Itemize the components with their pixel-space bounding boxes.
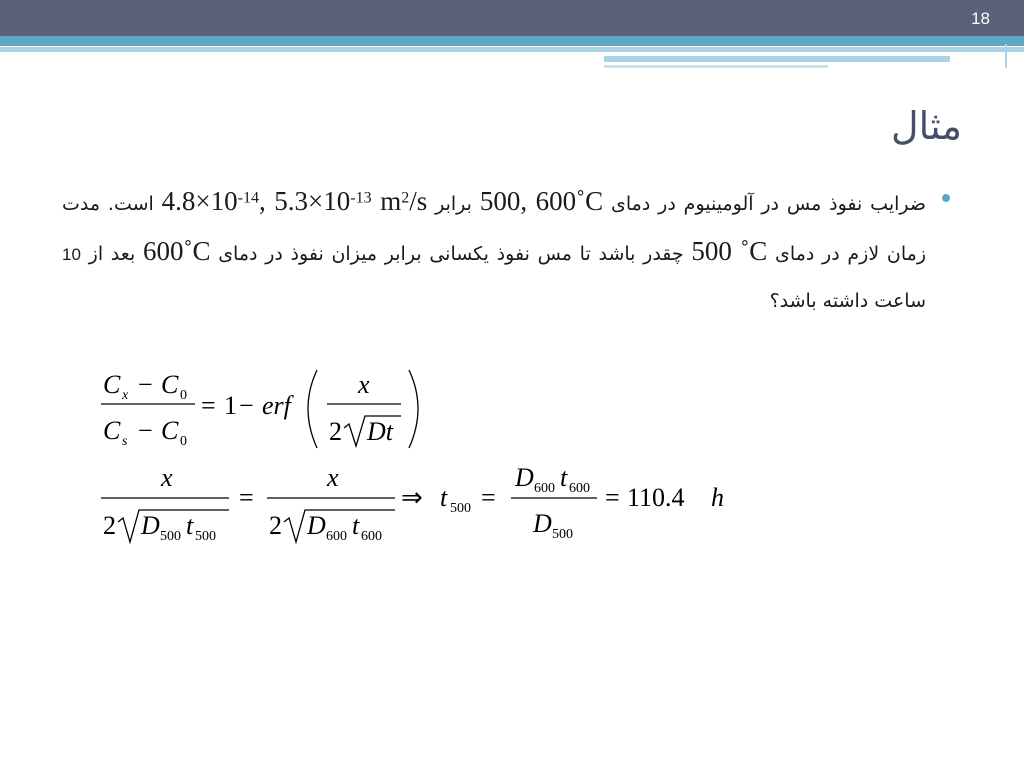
svg-text:t: t — [440, 483, 448, 512]
svg-text:s: s — [122, 434, 128, 449]
svg-text:1: 1 — [224, 391, 237, 420]
svg-text:600: 600 — [326, 529, 347, 544]
svg-text:Dt: Dt — [367, 417, 393, 446]
accent-line-shorter — [604, 65, 828, 68]
text-segment: چقدر باشد تا مس نفوذ یکسانی برابر میزان نفوذ در دمای — [218, 243, 684, 265]
svg-text:⇒: ⇒ — [401, 483, 423, 512]
accent-stripe-light — [0, 47, 1024, 52]
text-segment: ساعت داشته باشد؟ — [769, 290, 926, 312]
svg-text:t: t — [186, 511, 194, 540]
unit-tail: /s — [409, 186, 428, 216]
svg-text:=: = — [201, 391, 216, 420]
svg-text:C: C — [103, 416, 121, 445]
svg-text:110.4: 110.4 — [627, 483, 685, 512]
svg-text:D: D — [515, 463, 534, 492]
svg-text:=: = — [239, 483, 254, 512]
svg-text:C: C — [103, 370, 121, 399]
text-segment: ضرایب نفوذ مس در آلومینیوم در دمای — [611, 193, 927, 215]
svg-text:x: x — [358, 370, 370, 399]
text-segment: بعد از — [88, 243, 136, 265]
svg-text:−: − — [138, 370, 153, 399]
svg-text:600: 600 — [361, 529, 382, 544]
svg-text:2: 2 — [329, 417, 342, 446]
top-bar — [0, 0, 1024, 36]
svg-text:C: C — [161, 416, 179, 445]
svg-text:x: x — [327, 463, 339, 492]
svg-text:0: 0 — [180, 434, 187, 449]
svg-text:C: C — [161, 370, 179, 399]
bullet-icon — [942, 194, 950, 202]
svg-text:=: = — [481, 483, 496, 512]
svg-text:t: t — [352, 511, 360, 540]
svg-text:D: D — [141, 511, 160, 540]
equation-time-ratio — [95, 462, 745, 550]
accent-line-short — [604, 56, 950, 62]
svg-text:erf: erf — [262, 391, 291, 420]
temperature-value: 600˚C — [142, 236, 211, 266]
svg-text:D: D — [307, 511, 326, 540]
svg-text:t: t — [560, 463, 568, 492]
svg-text:−: − — [138, 416, 153, 445]
svg-text:500: 500 — [450, 501, 471, 516]
svg-text:h: h — [711, 483, 724, 512]
svg-text:2: 2 — [269, 511, 282, 540]
unit: m — [380, 186, 402, 216]
svg-text:D: D — [533, 509, 552, 538]
text-segment: است. مدت زمان لازم در دمای — [62, 193, 926, 265]
svg-text:500: 500 — [195, 529, 216, 544]
svg-text:−: − — [239, 391, 254, 420]
svg-text:x: x — [122, 388, 129, 403]
svg-text:x: x — [161, 463, 173, 492]
hours-value: 10 — [62, 245, 81, 264]
temperature-values: 500, 600˚C — [479, 186, 604, 216]
exponent: -14 — [237, 189, 259, 207]
text-segment: برابر — [435, 193, 472, 215]
svg-text:500: 500 — [552, 527, 573, 542]
accent-vertical-line — [1005, 44, 1007, 68]
svg-text:600: 600 — [569, 481, 590, 496]
accent-stripe — [0, 36, 1024, 46]
temperature-value: 500 ˚C — [691, 236, 768, 266]
svg-text:600: 600 — [534, 481, 555, 496]
coefficient-value: , 5.3×10 — [258, 186, 351, 216]
coefficient-value: 4.8×10 — [161, 186, 238, 216]
unit-exponent: 2 — [401, 189, 410, 207]
exponent: -13 — [350, 189, 372, 207]
equation-error-function — [95, 362, 435, 457]
bullet-text — [62, 178, 926, 325]
svg-text:500: 500 — [160, 529, 181, 544]
svg-text:2: 2 — [103, 511, 116, 540]
svg-text:0: 0 — [180, 388, 187, 403]
slide-title: مثال — [890, 104, 962, 148]
slide-number: 18 — [971, 9, 990, 28]
svg-text:=: = — [605, 483, 620, 512]
